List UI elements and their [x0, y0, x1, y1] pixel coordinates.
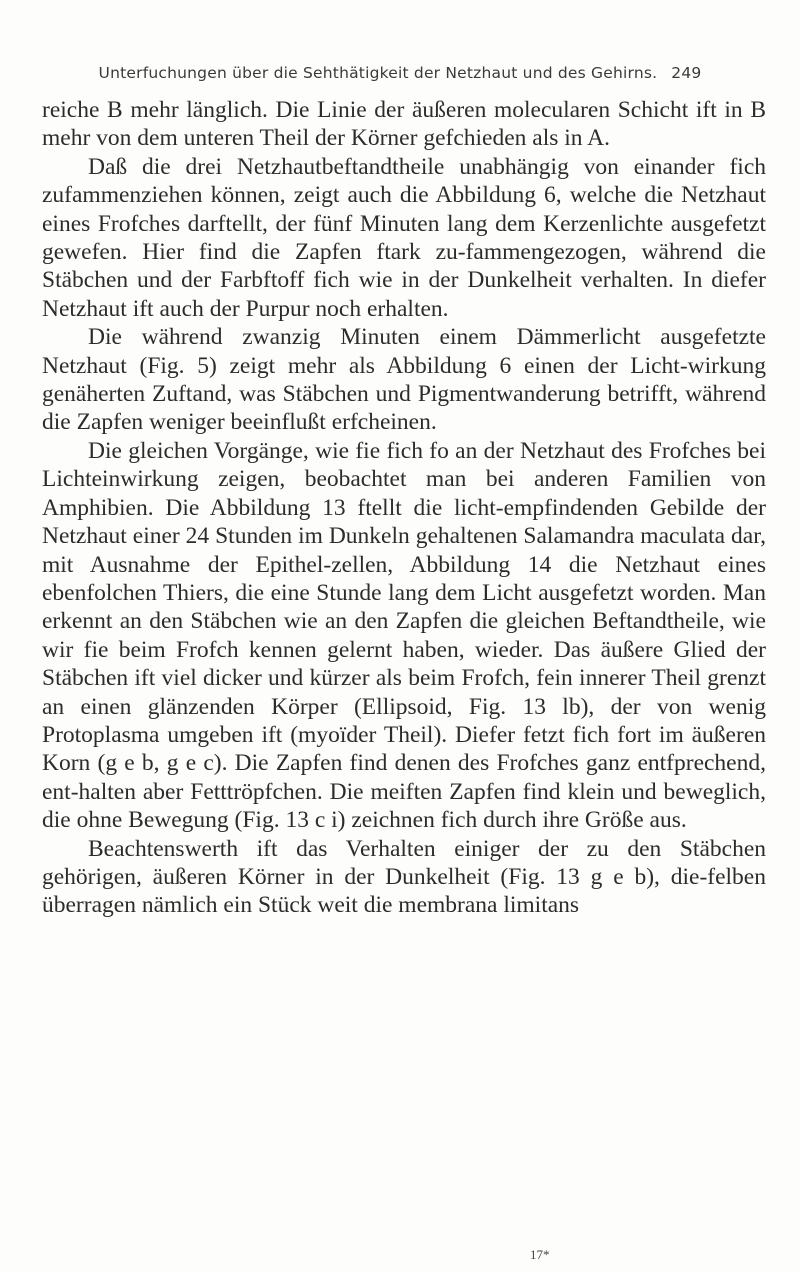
paragraph: reiche B mehr länglich. Die Linie der äußeren molecularen Schicht ift in B mehr von dem unteren Theil der Körner gefchieden als in A.: [42, 97, 766, 152]
running-title: Unterfuchungen über die Sehthätigkeit der Netzhaut und des Gehirns.: [98, 64, 658, 82]
body-text: [42, 96, 766, 920]
paragraph: Die gleichen Vorgänge, wie fie fich fo an der Netzhaut des Frofches bei Lichteinwirkung zeigen, beobachtet man bei anderen Familien von Amphibien. Die Abbildung 13 ftellt die licht-empfindenden Gebilde der Netzhaut einer 24 Stunden im Dunkeln gehaltenen Salamandra maculata dar, mit Ausnahme der Epithel-zellen, Abbildung 14 die Netzhaut eines ebenfolchen Thiers, die eine Stunde lang dem Licht ausgefetzt worden. Man erkennt an den Stäbchen wie an den Zapfen die gleichen Beftandtheile, wie wir fie beim Frofch kennen gelernt haben, wieder. Das äußere Glied der Stäbchen ift viel dicker und kürzer als beim Frofch, fein innerer Theil grenzt an einen glänzenden Körper (Ellipsoid, Fig. 13 lb), der von wenig Protoplasma umgeben ift (myoïder Theil). Diefer fetzt fich fort im äußeren Korn (g e b, g e c). Die Zapfen find denen des Frofches ganz entfprechend, ent-halten aber Fetttröpfchen. Die meiften Zapfen find klein und beweglich, die ohne Bewegung (Fig. 13 c i) zeichnen fich durch ihre Größe aus.: [42, 437, 766, 834]
running-head: [0, 64, 800, 82]
paragraph: Beachtenswerth ift das Verhalten einiger der zu den Stäbchen gehörigen, äußeren Körner in der Dunkelheit (Fig. 13 g e b), die-felben überragen nämlich ein Stück weit die membrana limitans: [42, 835, 766, 919]
paragraph: Die während zwanzig Minuten einem Dämmerlicht ausgefetzte Netzhaut (Fig. 5) zeigt mehr als Abbildung 6 einen der Licht-wirkung genäherten Zuftand, was Stäbchen und Pigmentwanderung betrifft, während die Zapfen weniger beeinflußt erfcheinen.: [42, 324, 766, 436]
page-number: 249: [671, 64, 702, 82]
paragraph: Daß die drei Netzhautbeftandtheile unabhängig von einander fich zufammenziehen können, zeigt auch die Abbildung 6, welche die Netzhaut eines Frofches darftellt, der fünf Minuten lang dem Kerzenlichte ausgefetzt gewefen. Hier find die Zapfen ftark zu-fammengezogen, während die Stäbchen und der Farbftoff fich wie in der Dunkelheit verhalten. In diefer Netzhaut ift auch der Purpur noch erhalten.: [42, 153, 766, 322]
signature-mark: 17*: [530, 1247, 550, 1262]
